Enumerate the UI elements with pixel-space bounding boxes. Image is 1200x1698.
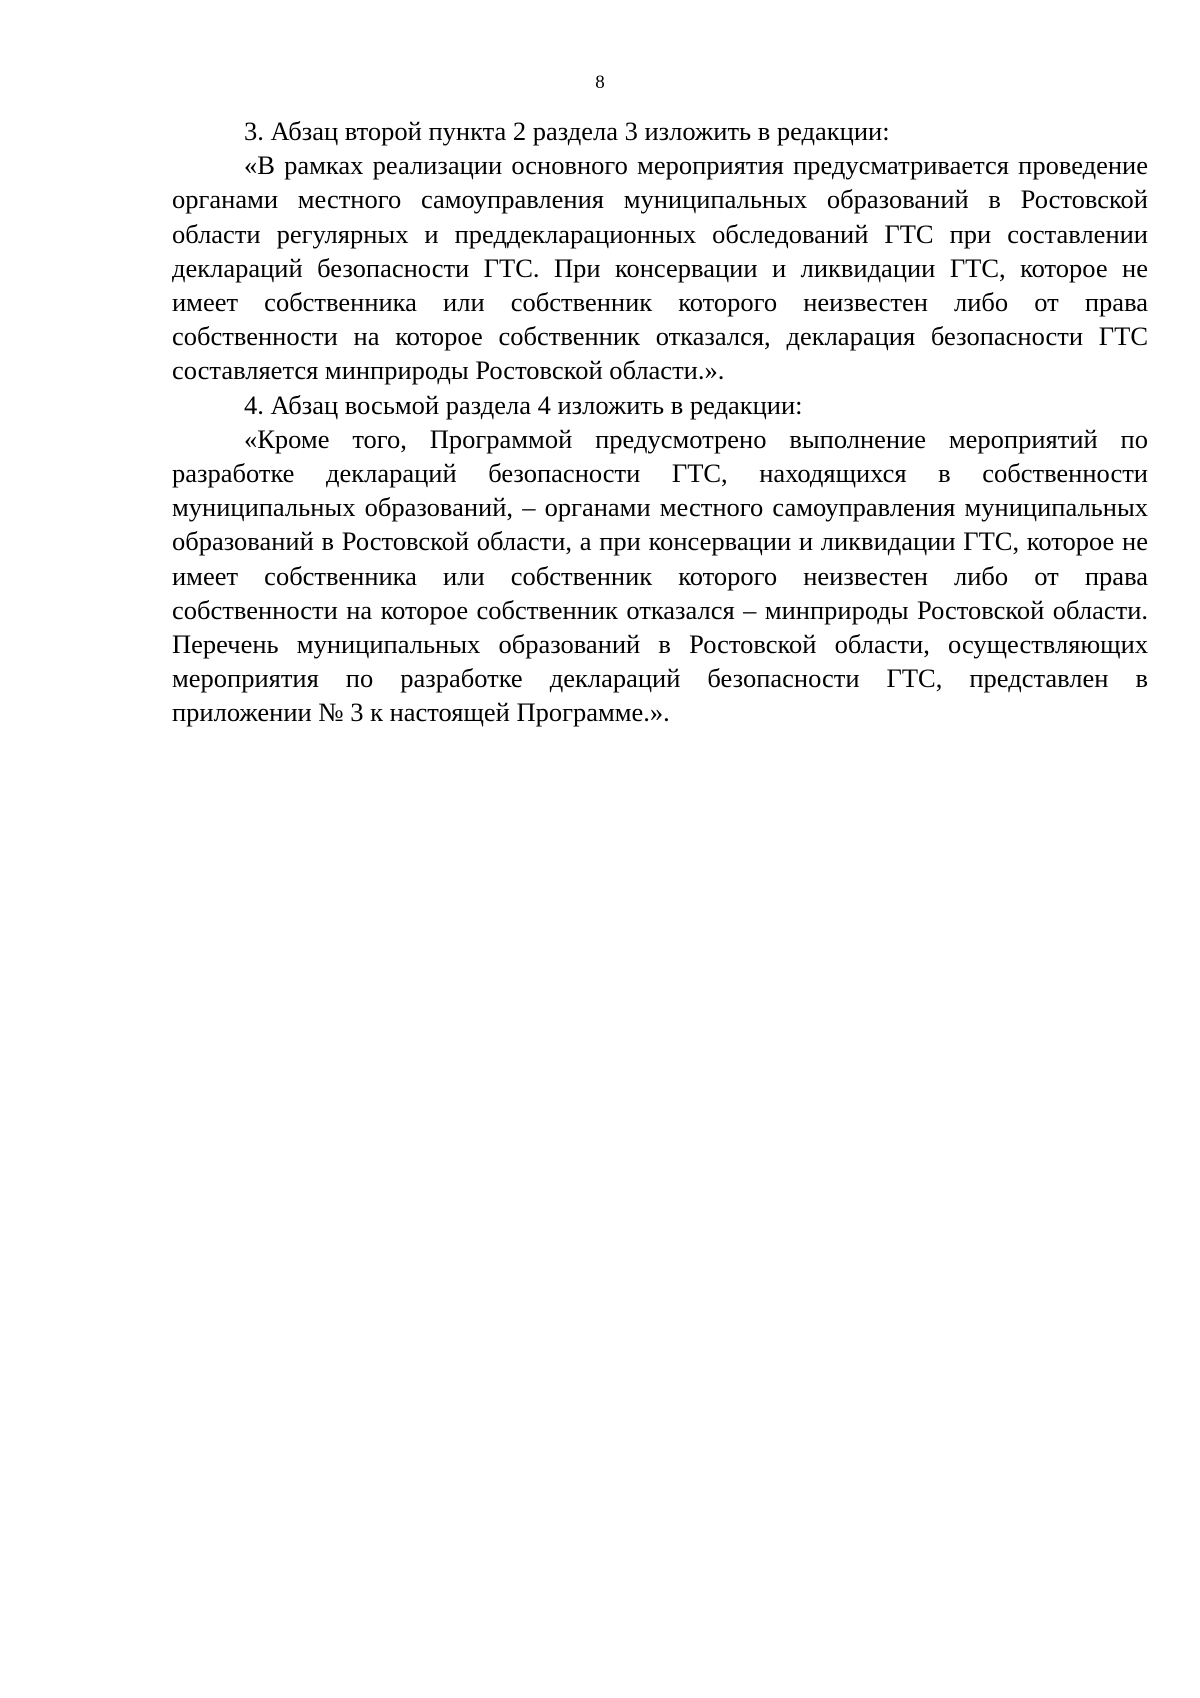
document-body xyxy=(172,114,1148,730)
page-number: 8 xyxy=(595,72,605,93)
paragraph-item-4-heading: 4. Абзац восьмой раздела 4 изложить в редакции: xyxy=(244,389,803,420)
paragraph-quote-section-3: «В рамках реализации основного мероприятия предусматривается проведение органами местного самоуправления муниципальных образований в Ростовской области регулярных и преддекларационных обследований ГТС при составлении деклараций безопасности ГТС. При консервации и ликвидации ГТС, которое не имеет собственника или собственник которого неизвестен либо от права собственности на которое собственник отказался, декларация безопасности ГТС составляется минприроды Ростовской области.». xyxy=(172,150,1148,386)
paragraph-quote-section-4: «Кроме того, Программой предусмотрено выполнение мероприятий по разработке деклараций безопасности ГТС, находящихся в собственности муниципальных образований, – органами местного самоуправления муниципальных образований в Ростовской области, а при консервации и ликвидации ГТС, которое не имеет собственника или собственник которого неизвестен либо от права собственности на которое собственник отказался – минприроды Ростовской области. Перечень муниципальных образований в Ростовской области, осуществляющих мероприятия по разработке деклараций безопасности ГТС, представлен в приложении № 3 к настоящей Программе.». xyxy=(172,423,1148,728)
paragraph-item-3-heading: 3. Абзац второй пункта 2 раздела 3 изложить в редакции: xyxy=(244,116,890,146)
